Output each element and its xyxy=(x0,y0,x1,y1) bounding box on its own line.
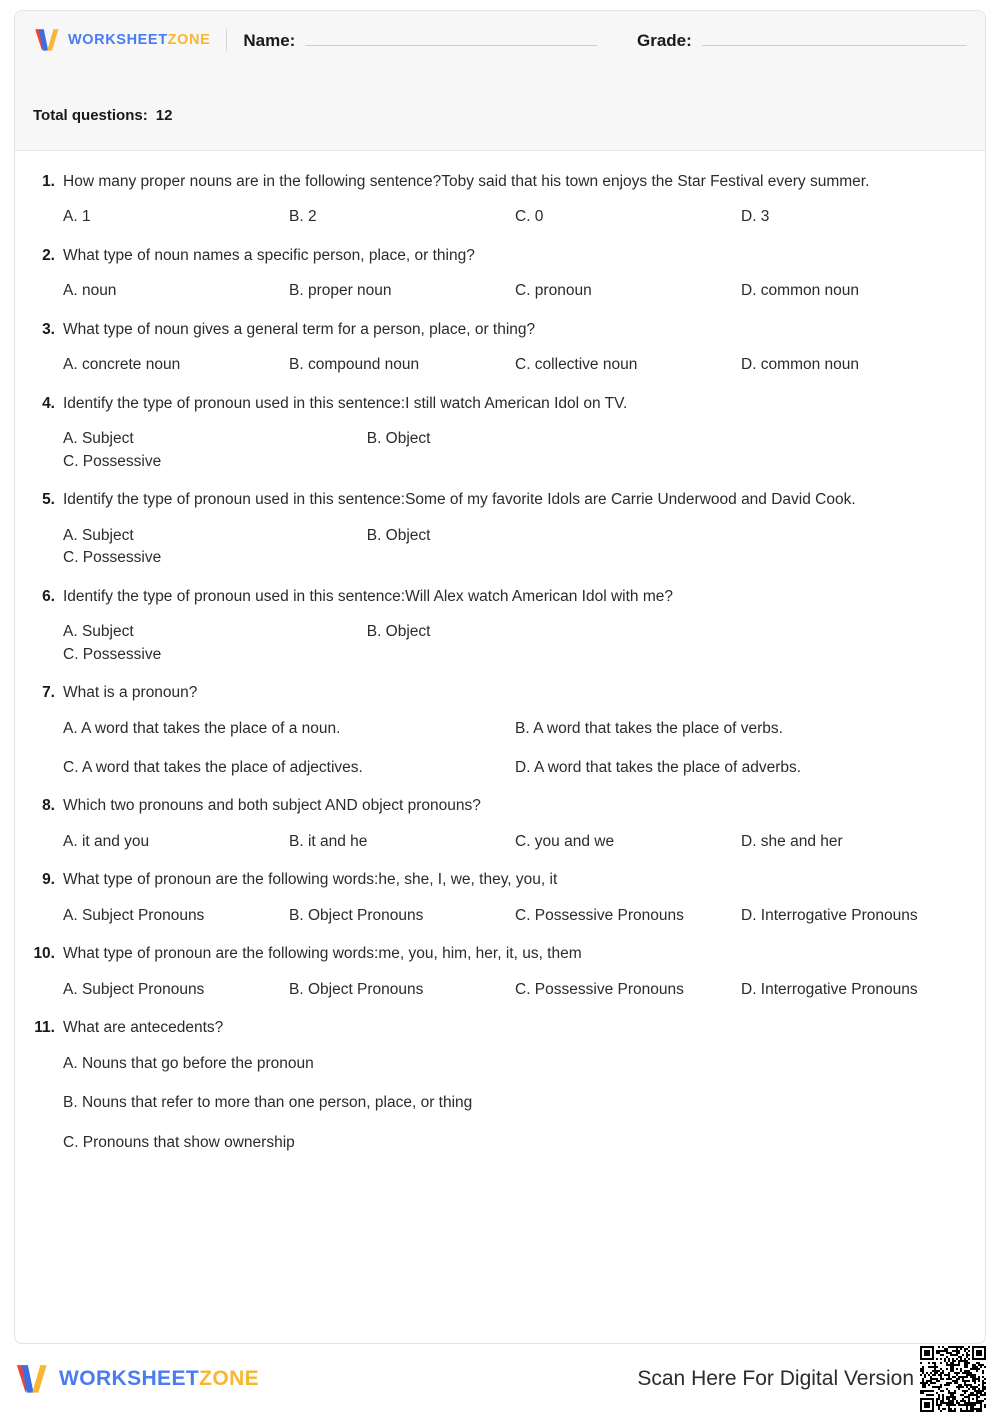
question-number: 6. xyxy=(42,587,55,605)
question-number: 4. xyxy=(42,394,55,412)
answer-option[interactable]: B. compound noun xyxy=(289,356,420,374)
question-item xyxy=(33,586,967,666)
question-number: 10. xyxy=(33,945,55,963)
answer-option[interactable]: A. Nouns that go before the pronoun xyxy=(63,1054,314,1072)
question-item xyxy=(33,245,967,303)
answer-options xyxy=(63,718,967,780)
question-text: Identify the type of pronoun used in this sentence:Will Alex watch American Idol with me? xyxy=(63,587,673,605)
question-item xyxy=(33,319,967,377)
answer-options xyxy=(63,206,967,228)
worksheet-header xyxy=(15,11,985,151)
grade-input-line[interactable] xyxy=(702,30,967,46)
answer-option[interactable]: B. Object Pronouns xyxy=(289,980,424,998)
answer-option[interactable]: B. Object Pronouns xyxy=(289,906,424,924)
question-number: 1. xyxy=(42,173,55,190)
question-body xyxy=(63,489,967,569)
question-item xyxy=(33,489,967,569)
grade-label: Grade: xyxy=(637,30,692,50)
answer-option[interactable]: D. 3 xyxy=(741,208,770,226)
answer-option[interactable]: D. common noun xyxy=(741,356,860,374)
question-body xyxy=(63,319,967,377)
header-row xyxy=(33,27,967,53)
answer-option[interactable]: C. 0 xyxy=(515,208,544,226)
question-item xyxy=(33,869,967,927)
answer-option[interactable]: A. Subject Pronouns xyxy=(63,906,205,924)
answer-option[interactable]: C. Possessive xyxy=(63,549,162,567)
answer-option[interactable]: A. noun xyxy=(63,282,117,300)
worksheet-page xyxy=(14,10,986,1344)
answer-options xyxy=(63,621,967,666)
footer-logo-text xyxy=(59,1367,259,1391)
answer-option[interactable]: C. Possessive Pronouns xyxy=(515,906,684,924)
answer-option[interactable]: B. it and he xyxy=(289,832,368,850)
worksheetzone-w-logo-icon xyxy=(14,1362,50,1396)
answer-option[interactable]: C. Possessive Pronouns xyxy=(515,980,684,998)
answer-options xyxy=(63,831,967,853)
question-body xyxy=(63,171,967,229)
answer-option[interactable]: C. pronoun xyxy=(515,282,592,300)
answer-option[interactable]: B. Object xyxy=(366,526,431,544)
question-text: Which two pronouns and both subject AND object pronouns? xyxy=(63,797,481,815)
answer-option[interactable]: C. collective noun xyxy=(515,356,638,374)
answer-options xyxy=(63,280,967,302)
answer-option[interactable]: A. Subject xyxy=(63,623,134,641)
questions-list xyxy=(15,151,985,1180)
question-number: 5. xyxy=(42,491,55,509)
question-number: 7. xyxy=(42,684,55,702)
total-questions xyxy=(33,107,172,124)
question-body xyxy=(63,943,967,1001)
question-body xyxy=(63,869,967,927)
question-text: What are antecedents? xyxy=(63,1019,224,1037)
footer-logo-text-worksheet: WORKSHEET xyxy=(59,1367,200,1390)
question-text: What type of pronoun are the following words:he, she, I, we, they, you, it xyxy=(63,871,558,889)
question-body xyxy=(63,682,967,779)
answer-options xyxy=(63,354,967,376)
question-text: What type of noun gives a general term for a person, place, or thing? xyxy=(63,320,536,338)
answer-option[interactable]: A. Subject Pronouns xyxy=(63,980,205,998)
answer-option[interactable]: C. Pronouns that show ownership xyxy=(63,1133,295,1151)
question-text: What is a pronoun? xyxy=(63,684,198,702)
question-text: How many proper nouns are in the following sentence?Toby said that his town enjoys the Star Festival every summer. xyxy=(63,173,870,190)
answer-option[interactable]: D. Interrogative Pronouns xyxy=(741,906,918,924)
header-logo-text xyxy=(68,32,210,48)
total-questions-count: 12 xyxy=(155,107,173,124)
name-field-group xyxy=(243,30,597,51)
worksheet-footer xyxy=(14,1352,986,1406)
answer-options xyxy=(63,905,967,927)
answer-option[interactable]: D. Interrogative Pronouns xyxy=(741,980,918,998)
grade-field-group xyxy=(637,30,967,51)
answer-option[interactable]: A. Subject xyxy=(63,526,134,544)
answer-option[interactable]: C. Possessive xyxy=(63,645,162,663)
logo-text-zone: ZONE xyxy=(167,32,211,48)
question-text: What type of pronoun are the following words:me, you, him, her, it, us, them xyxy=(63,945,582,963)
answer-option[interactable]: D. A word that takes the place of adverbs. xyxy=(515,758,802,776)
answer-options xyxy=(63,525,967,570)
question-item xyxy=(33,682,967,779)
answer-option[interactable]: A. Subject xyxy=(63,430,134,448)
scan-prompt-text: Scan Here For Digital Version xyxy=(637,1367,914,1390)
worksheetzone-w-logo-icon xyxy=(33,27,61,53)
footer-logo-text-zone: ZONE xyxy=(199,1367,260,1390)
answer-option[interactable]: B. A word that takes the place of verbs. xyxy=(515,719,783,737)
total-questions-label: Total questions: xyxy=(33,107,148,124)
qr-code-icon[interactable] xyxy=(920,1346,986,1412)
answer-option[interactable]: D. she and her xyxy=(741,832,843,850)
answer-option[interactable]: C. A word that takes the place of adjectives. xyxy=(63,758,363,776)
question-number: 2. xyxy=(42,246,55,264)
answer-option[interactable]: C. Possessive xyxy=(63,452,162,470)
question-item xyxy=(33,795,967,853)
question-number: 8. xyxy=(42,797,55,815)
answer-option[interactable]: B. proper noun xyxy=(289,282,392,300)
answer-options xyxy=(63,1053,967,1154)
question-body xyxy=(63,586,967,666)
question-number: 9. xyxy=(42,871,55,889)
question-text: What type of noun names a specific person, place, or thing? xyxy=(63,246,475,264)
header-logo xyxy=(33,27,210,53)
answer-option[interactable]: B. Object xyxy=(366,623,431,641)
answer-option[interactable]: D. common noun xyxy=(741,282,860,300)
answer-option[interactable]: B. Nouns that refer to more than one person, place, or thing xyxy=(63,1094,473,1112)
answer-options xyxy=(63,979,967,1001)
question-text: Identify the type of pronoun used in this sentence:I still watch American Idol on TV. xyxy=(63,394,628,412)
logo-text-worksheet: WORKSHEET xyxy=(68,32,168,48)
answer-option[interactable]: A. A word that takes the place of a noun. xyxy=(63,719,341,737)
header-divider xyxy=(226,29,227,51)
answer-options xyxy=(63,428,967,473)
question-body xyxy=(63,1017,967,1154)
question-item xyxy=(33,393,967,473)
answer-option[interactable]: A. concrete noun xyxy=(63,356,181,374)
question-body xyxy=(63,245,967,303)
question-body xyxy=(63,393,967,473)
footer-logo xyxy=(14,1362,259,1396)
answer-option[interactable]: A. it and you xyxy=(63,832,150,850)
name-label: Name: xyxy=(243,30,296,50)
answer-option[interactable]: C. you and we xyxy=(515,832,615,850)
answer-option[interactable]: B. 2 xyxy=(289,208,317,226)
answer-option[interactable]: A. 1 xyxy=(63,208,91,226)
question-item xyxy=(33,171,967,229)
name-input-line[interactable] xyxy=(305,30,597,46)
question-number: 11. xyxy=(34,1019,55,1037)
question-item xyxy=(33,1017,967,1154)
question-text: Identify the type of pronoun used in this sentence:Some of my favorite Idols are Carrie Underwood and David Cook. xyxy=(63,491,856,509)
question-body xyxy=(63,795,967,853)
question-number: 3. xyxy=(42,320,55,338)
question-item xyxy=(33,943,967,1001)
answer-option[interactable]: B. Object xyxy=(366,430,431,448)
